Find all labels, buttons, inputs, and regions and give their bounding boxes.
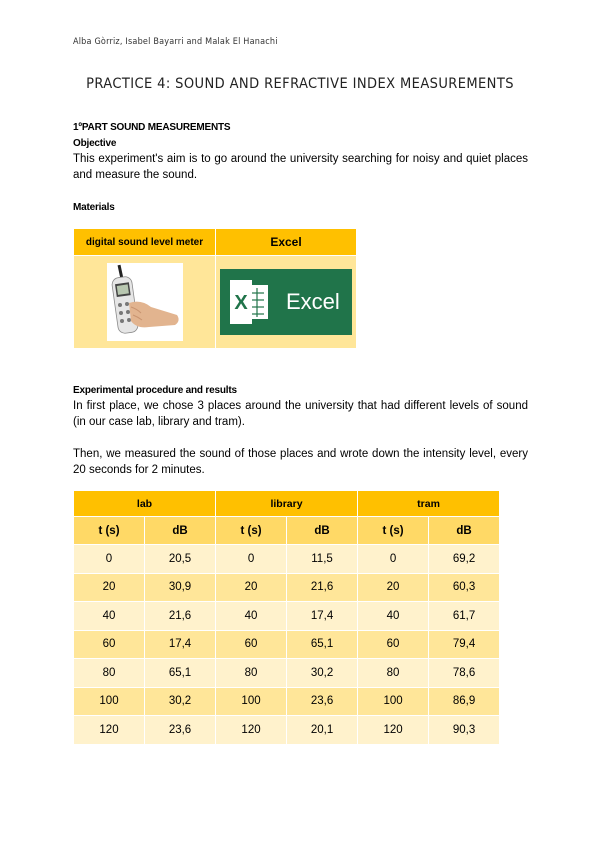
excel-cell bbox=[216, 256, 357, 349]
group-header-tram: tram bbox=[358, 491, 500, 517]
svg-text:X: X bbox=[234, 292, 248, 314]
table-cell: 65,1 bbox=[145, 659, 216, 688]
table-row bbox=[74, 716, 500, 745]
col-header: dB bbox=[429, 517, 500, 545]
col-header: t (s) bbox=[358, 517, 429, 545]
table-cell: 120 bbox=[216, 716, 287, 745]
table-cell: 30,2 bbox=[145, 687, 216, 716]
table-cell: 69,2 bbox=[429, 545, 500, 574]
materials-table bbox=[73, 228, 357, 349]
table-cell: 100 bbox=[216, 687, 287, 716]
table-cell: 23,6 bbox=[287, 687, 358, 716]
table-cell: 0 bbox=[358, 545, 429, 574]
table-row bbox=[74, 659, 500, 688]
table-cell: 20 bbox=[358, 573, 429, 602]
table-cell: 17,4 bbox=[145, 630, 216, 659]
table-cell: 80 bbox=[74, 659, 145, 688]
table-cell: 60 bbox=[74, 630, 145, 659]
procedure-heading: Experimental procedure and results bbox=[73, 385, 237, 396]
table-cell: 40 bbox=[74, 602, 145, 631]
table-cell: 0 bbox=[216, 545, 287, 574]
table-cell: 60,3 bbox=[429, 573, 500, 602]
table-cell: 21,6 bbox=[287, 573, 358, 602]
objective-text: This experiment's aim is to go around the university searching for noisy and quiet places and measure the sound. bbox=[73, 153, 528, 181]
table-cell: 79,4 bbox=[429, 630, 500, 659]
table-cell: 120 bbox=[74, 716, 145, 745]
table-row bbox=[74, 630, 500, 659]
table-row bbox=[74, 545, 500, 574]
procedure-para-1: In first place, we chose 3 places around the university that had different levels of sound (in our case lab, library and tram). bbox=[73, 400, 528, 428]
table-row bbox=[74, 602, 500, 631]
table-cell: 86,9 bbox=[429, 687, 500, 716]
table-cell: 0 bbox=[74, 545, 145, 574]
table-row bbox=[74, 687, 500, 716]
table-cell: 60 bbox=[358, 630, 429, 659]
table-cell: 17,4 bbox=[287, 602, 358, 631]
table-cell: 20 bbox=[74, 573, 145, 602]
group-header-library: library bbox=[216, 491, 358, 517]
excel-logo bbox=[220, 269, 352, 335]
table-cell: 100 bbox=[358, 687, 429, 716]
table-cell: 61,7 bbox=[429, 602, 500, 631]
meter-cell bbox=[74, 256, 216, 349]
table-cell: 120 bbox=[358, 716, 429, 745]
table-cell: 90,3 bbox=[429, 716, 500, 745]
table-cell: 60 bbox=[216, 630, 287, 659]
table-cell: 20 bbox=[216, 573, 287, 602]
table-cell: 100 bbox=[74, 687, 145, 716]
sound-level-meter-image bbox=[107, 263, 183, 341]
table-cell: 40 bbox=[216, 602, 287, 631]
table-cell: 65,1 bbox=[287, 630, 358, 659]
table-row bbox=[74, 573, 500, 602]
materials-col-excel: Excel bbox=[216, 229, 357, 256]
authors-header: Alba Gòrriz, Isabel Bayarri and Malak El Hanachi bbox=[73, 37, 278, 47]
table-cell: 21,6 bbox=[145, 602, 216, 631]
excel-logo-text: Excel bbox=[286, 289, 340, 314]
materials-heading: Materials bbox=[73, 202, 115, 213]
group-header-lab: lab bbox=[74, 491, 216, 517]
table-cell: 78,6 bbox=[429, 659, 500, 688]
col-header: t (s) bbox=[216, 517, 287, 545]
table-cell: 20,1 bbox=[287, 716, 358, 745]
table-cell: 80 bbox=[358, 659, 429, 688]
col-header: dB bbox=[145, 517, 216, 545]
table-cell: 30,9 bbox=[145, 573, 216, 602]
col-header: dB bbox=[287, 517, 358, 545]
table-cell: 40 bbox=[358, 602, 429, 631]
materials-col-meter: digital sound level meter bbox=[74, 229, 216, 256]
table-cell: 11,5 bbox=[287, 545, 358, 574]
table-cell: 80 bbox=[216, 659, 287, 688]
procedure-para-2: Then, we measured the sound of those places and wrote down the intensity level, every 20 seconds for 2 minutes. bbox=[73, 448, 528, 476]
page-title: PRACTICE 4: SOUND AND REFRACTIVE INDEX MEASUREMENTS bbox=[86, 76, 514, 92]
table-cell: 23,6 bbox=[145, 716, 216, 745]
col-header: t (s) bbox=[74, 517, 145, 545]
part1-heading: 1ºPART SOUND MEASUREMENTS bbox=[73, 122, 231, 133]
table-cell: 20,5 bbox=[145, 545, 216, 574]
table-cell: 30,2 bbox=[287, 659, 358, 688]
objective-heading: Objective bbox=[73, 138, 117, 149]
results-table bbox=[73, 490, 500, 745]
